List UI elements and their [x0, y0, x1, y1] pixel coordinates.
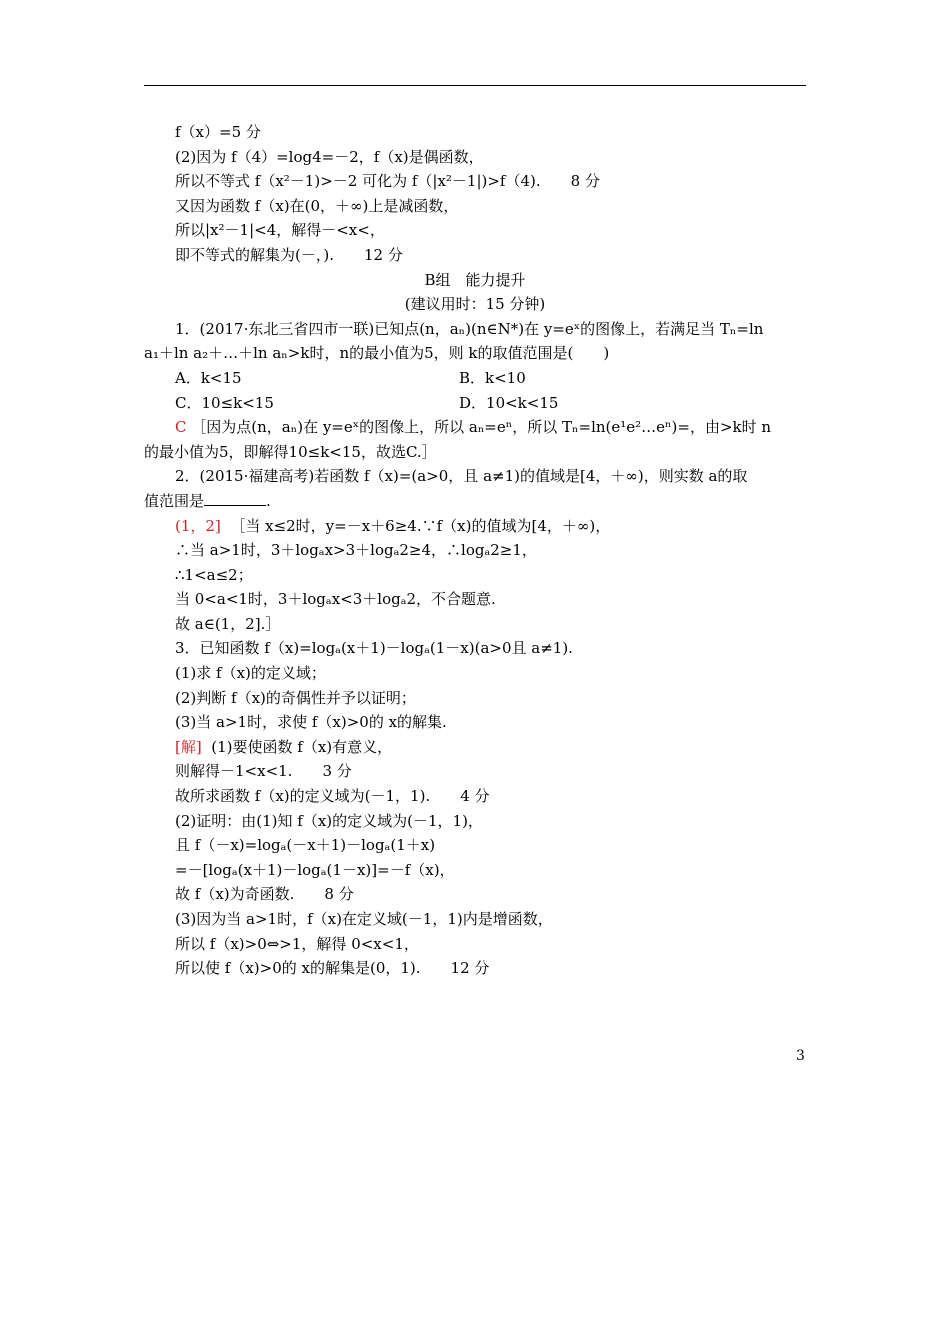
text-line: 故所求函数 f（x)的定义域为(－1，1). 4 分 — [175, 787, 490, 806]
question-1: 1．(2017·东北三省四市一联)已知点(n，aₙ)(n∈N*)在 y=eˣ的图像上，若满足当 Tₙ=ln — [175, 319, 764, 338]
question-3: 3．已知函数 f（x)=logₐ(x＋1)－logₐ(1－x)(a>0且 a≠1). — [175, 639, 573, 658]
text-line: (3)因为当 a>1时，f（x)在定义域(－1，1)内是增函数， — [175, 910, 553, 928]
option-d: D．10<k<15 — [459, 393, 559, 412]
answer-1: C — [175, 418, 187, 437]
text-span: . — [266, 491, 271, 510]
text-line: ［因为点(n，aₙ)在 y=eˣ的图像上，所以 aₙ=eⁿ，所以 Tₙ=ln(e¹e²…eⁿ)=，由>k时 n — [191, 418, 772, 437]
option-c: C．10≤k<15 — [175, 393, 274, 412]
text-line: ∴当 a>1时，3＋logₐx>3＋logₐ2≥4，∴logₐ2≥1， — [175, 541, 537, 560]
question-2-line-2 — [144, 489, 806, 514]
text-line: 又因为函数 f（x)在(0，＋∞)上是减函数， — [175, 196, 459, 215]
text-line: (3)当 a>1时，求使 f（x)>0的 x的解集. — [175, 713, 447, 732]
option-a: A．k<15 — [175, 368, 242, 387]
text-line: =－[logₐ(x＋1)－logₐ(1－x)]=－f（x)， — [175, 860, 455, 879]
answer-3-line — [144, 735, 806, 760]
text-line: 当 0<a<1时，3＋logₐx<3＋logₐ2，不合题意. — [175, 590, 496, 609]
text-line: a₁＋ln a₂＋…＋ln aₙ>k时，n的最小值为5，则 k的取值范围是( ) — [144, 344, 610, 363]
text-line: 故 a∈(1，2].］ — [175, 614, 281, 633]
text-line: f（x）=5 分 — [175, 123, 261, 141]
text-line: (1)求 f（x)的定义域； — [175, 664, 326, 683]
text-line: (2)因为 f（4）=log4=－2，f（x)是偶函数， — [175, 147, 484, 166]
text-line: 所以 f（x)>0⇔>1，解得 0<x<1， — [175, 934, 419, 953]
text-line: 则解得－1<x<1. 3 分 — [175, 762, 352, 781]
text-line: 故 f（x)为奇函数. 8 分 — [175, 885, 354, 904]
answer-2-line — [144, 514, 806, 539]
answer-1-line — [144, 415, 806, 440]
text-line: (2)判断 f（x)的奇偶性并予以证明； — [175, 688, 416, 707]
section-title: B组 能力提升 — [424, 270, 526, 289]
text-line: ［当 x≤2时，y=－x＋6≥4.∵f（x)的值域为[4，＋∞)， — [230, 516, 611, 535]
text-line: 所以不等式 f（x²－1)>－2 可化为 f（|x²－1|)>f（4). 8 分 — [175, 172, 600, 191]
page-body — [144, 120, 806, 981]
question-2: 2．(2015·福建高考)若函数 f（x)=(a>0，且 a≠1)的值域是[4，＋∞)，则实数 a的取 — [175, 467, 748, 486]
answer-3-label: [解] — [175, 737, 202, 756]
text-line: 的最小值为5，即解得10≤k<15，故选C.］ — [144, 442, 437, 461]
answer-2: (1，2] — [175, 516, 221, 535]
options-row-1 — [144, 366, 806, 391]
answer-blank — [204, 491, 266, 506]
text-line: (2)证明：由(1)知 f（x)的定义域为(－1，1)， — [175, 811, 483, 830]
options-row-2 — [144, 391, 806, 416]
page-number: 3 — [796, 1048, 805, 1064]
section-subtitle: (建议用时：15 分钟) — [404, 295, 546, 314]
text-line: 且 f（－x)=logₐ(－x＋1)－logₐ(1＋x) — [175, 836, 436, 855]
text-line: (1)要使函数 f（x)有意义， — [211, 737, 393, 756]
text-span: 值范围是 — [144, 491, 205, 510]
text-line: ∴1<a≤2； — [175, 565, 253, 584]
header-rule — [144, 85, 806, 86]
text-line: 所以|x²－1|<4，解得－<x<， — [175, 221, 385, 240]
option-b: B．k<10 — [459, 368, 526, 387]
text-line: 所以使 f（x)>0的 x的解集是(0，1). 12 分 — [175, 959, 490, 978]
text-line: 即不等式的解集为(－，). 12 分 — [175, 245, 403, 264]
